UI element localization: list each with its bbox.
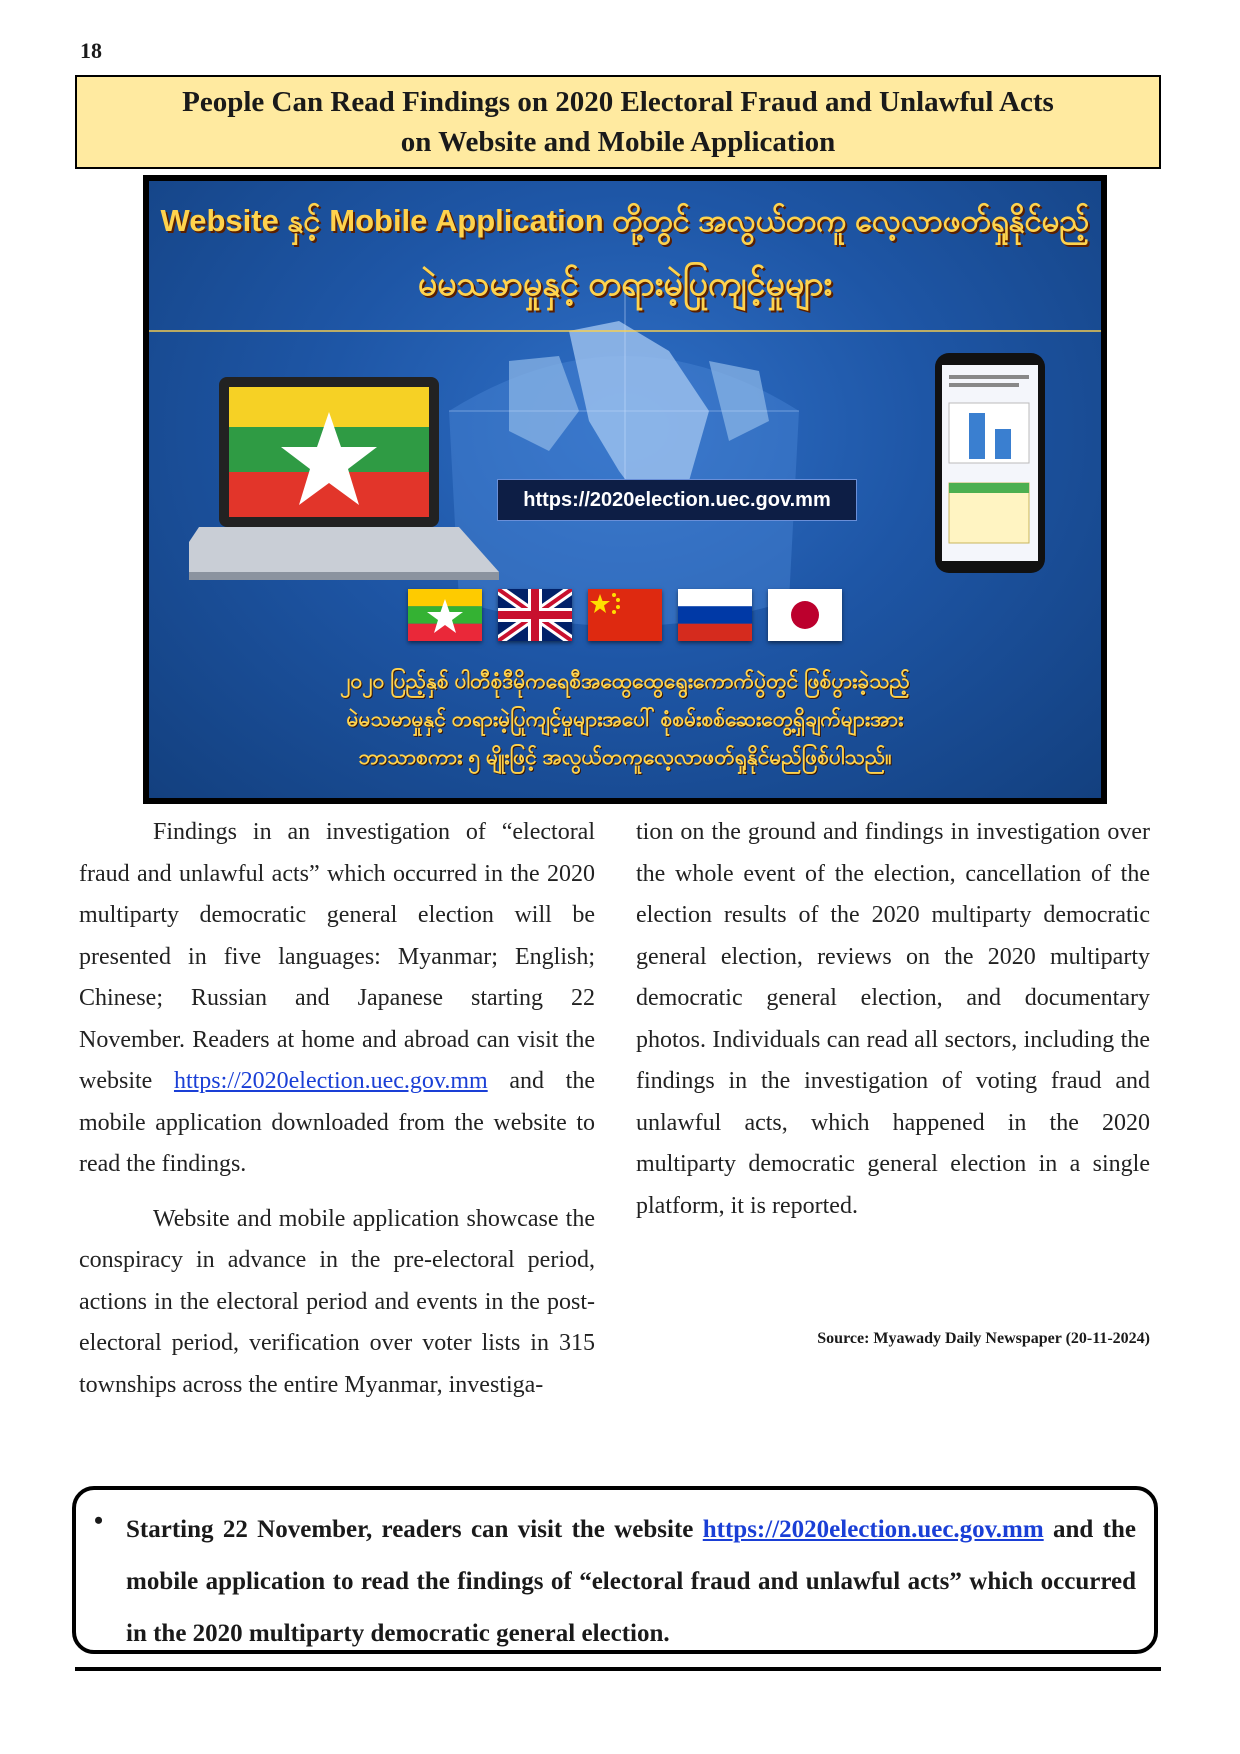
summary-text-a: Starting 22 November, readers can visit the website [126,1516,703,1543]
poster-image [143,175,1107,804]
phone-illustration [935,353,1045,573]
title-line-1: People Can Read Findings on 2020 Electoral Fraud and Unlawful Acts [182,86,1054,118]
article-paragraph-1 [79,812,595,1186]
summary-website-link[interactable]: https://2020election.uec.gov.mm [702,1516,1044,1543]
source-credit: Source: Myawady Daily Newspaper (20-11-2024) [817,1330,1150,1347]
poster-caption-line-2: မဲမသမာမှုနှင့် တရားမဲ့ပြုကျင့်မှုများအပေါ် စုံစမ်းစစ်ဆေးတွေ့ရှိချက်များအား [346,708,904,731]
summary-text [126,1504,1136,1660]
poster-caption-line-1: ၂၀၂၀ ပြည့်နှစ် ပါတီစုံဒီမိုကရေစီအထွေထွေရွေးကောက်ပွဲတွင် ဖြစ်ပွားခဲ့သည့် [340,670,910,693]
poster-subheading: မဲမသမာမှုနှင့် တရားမဲ့ပြုကျင့်မှုများ [417,265,833,303]
summary-text-b: and the mobile application to read the findings of “electoral fraud and unlawful acts” which occurred in the 2020 multiparty democratic general election. [126,1516,1137,1647]
flag-russia-icon [678,589,752,641]
title-line-2: on Website and Mobile Application [400,126,836,158]
website-link[interactable]: https://2020election.uec.gov.mm [173,1068,488,1094]
paragraph-1-text-b: and the mobile application downloaded from the website to read the findings. [79,1068,595,1177]
article-column-right [636,812,1150,1227]
article-column-left [79,812,595,1406]
paragraph-1-text-a: Findings in an investigation of “electoral fraud and unlawful acts” which occurred in the 2020 multiparty democratic general election will be presented in five languages: Myanmar; English; Chinese; Russian and Japanese starting 22 November. Readers at home and abroad can visit the website [79,819,595,1094]
flag-uk-icon [498,589,572,641]
summary-box [72,1486,1158,1654]
title-banner [75,75,1161,169]
article-paragraph-2-start: Website and mobile application showcase the conspiracy in advance in the pre-electoral period, actions in the electoral period and events in the post-electoral period, verification over voter lists in 315 townships across the entire Myanmar, investiga- [79,1205,595,1398]
bottom-rule [75,1667,1161,1671]
poster-caption-line-3: ဘာသာစကား ၅ မျိုးဖြင့် အလွယ်တကူလေ့လာဖတ်ရှုနိုင်မည်ဖြစ်ပါသည်။ [358,746,892,769]
bullet-icon: • [94,1506,104,1535]
poster-caption [189,663,1061,777]
flag-china-icon [588,589,662,641]
poster-heading: Website နှင့် Mobile Application တို့တွင် အလွယ်တကူ လေ့လာဖတ်ရှုနိုင်မည့် [160,203,1090,238]
poster-url-label: https://2020election.uec.gov.mm [497,479,857,521]
article-paragraph-2-continued: tion on the ground and findings in investigation over the whole event of the election, cancellation of the election results of the 2020 multiparty democratic general election, reviews on the 2020 multiparty democratic general election, and documentary photos. Individuals can read all sectors, including the findings in the investigation of voting fraud and unlawful acts, which happened in the 2020 multiparty democratic general election in a single platform, it is reported. [636,819,1150,1219]
flag-myanmar-icon [408,589,482,641]
page-number: 18 [80,38,102,63]
laptop-illustration [189,377,509,587]
flag-japan-icon [768,589,842,641]
language-flags [149,589,1101,645]
